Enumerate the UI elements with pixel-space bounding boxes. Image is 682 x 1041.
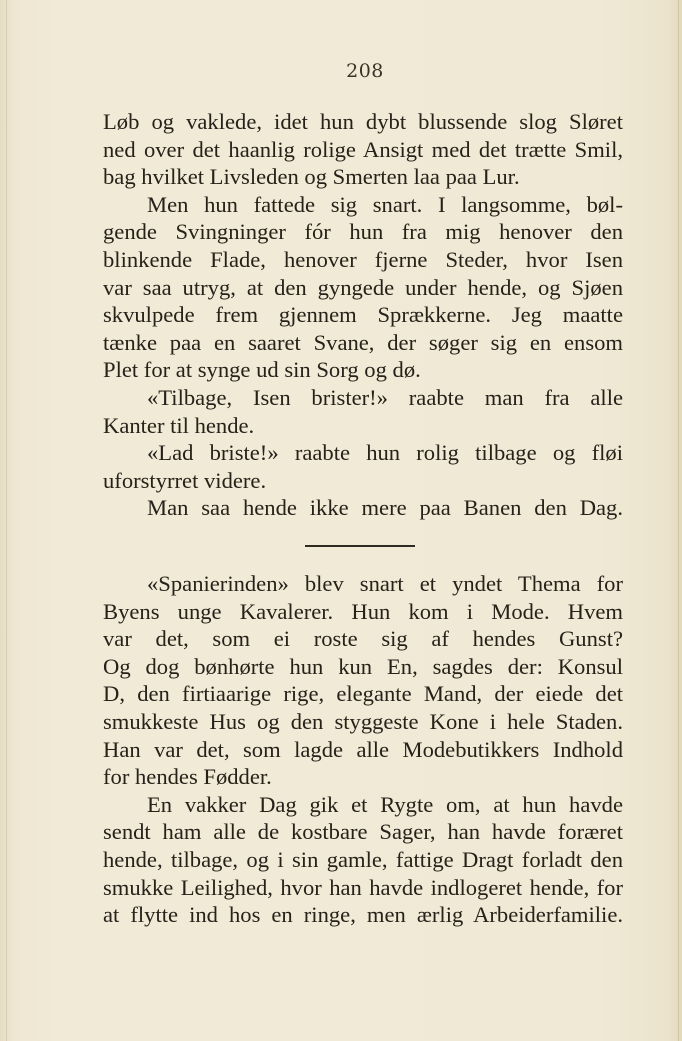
text-line: var det, som ei roste sig af hendes Gunst? [103, 626, 623, 652]
text-line: Og dog bønhørte hun kun En, sagdes der: Konsul [103, 653, 623, 679]
text-line: «Lad briste!» raabte hun rolig tilbage og fløi [147, 440, 623, 466]
text-line: tænke paa en saaret Svane, der søger sig en ensom [103, 329, 623, 355]
text-line: sendt ham alle de kostbare Sager, han havde foræret [103, 819, 623, 845]
text-section-1 [103, 108, 623, 522]
text-line: uforstyrret videre. [103, 467, 267, 493]
text-line: at flytte ind hos en ringe, men ærlig Arbeiderfamilie. [103, 902, 623, 928]
page-right-edge [678, 0, 679, 1041]
text-line: Man saa hende ikke mere paa Banen den Dag. [147, 495, 623, 521]
page-number: 208 [346, 60, 384, 82]
text-section-2 [103, 570, 623, 929]
text-line: blinkende Flade, henover fjerne Steder, hvor Isen [103, 246, 623, 272]
text-line: Men hun fattede sig snart. I langsomme, bøl- [147, 191, 623, 217]
text-line: smukkeste Hus og den styggeste Kone i hele Staden. [103, 708, 623, 734]
text-line: gende Svingninger fór hun fra mig henover den [103, 219, 623, 245]
text-line: «Spanierinden» blev snart et yndet Thema for [147, 571, 623, 596]
page-left-edge [6, 0, 7, 1041]
text-line: for hendes Fødder. [103, 764, 272, 790]
section-separator [305, 545, 415, 547]
text-line: var saa utryg, at den gyngede under hende, og Sjøen [103, 274, 623, 300]
text-line: Kanter til hende. [103, 412, 255, 438]
text-line: smukke Leilighed, hvor han havde indlogeret hende, for [103, 874, 623, 900]
text-line: bag hvilket Livsleden og Smerten laa paa Lur. [103, 164, 520, 190]
text-line: Plet for at synge ud sin Sorg og dø. [103, 357, 421, 383]
text-line: D, den firtiaarige rige, elegante Mand, der eiede det [103, 681, 623, 707]
text-line: skvulpede frem gjennem Sprækkerne. Jeg maatte [103, 302, 623, 328]
text-line: Løb og vaklede, idet hun dybt blussende slog Sløret [103, 109, 623, 134]
text-line: Byens unge Kavalerer. Hun kom i Mode. Hvem [103, 598, 623, 624]
text-line: ned over det haanlig rolige Ansigt med det trætte Smil, [103, 136, 623, 162]
text-line: En vakker Dag gik et Rygte om, at hun havde [147, 791, 623, 817]
text-line: hende, tilbage, og i sin gamle, fattige Dragt forladt den [103, 846, 623, 872]
text-line: «Tilbage, Isen brister!» raabte man fra alle [147, 384, 623, 410]
text-line: Han var det, som lagde alle Modebutikkers Indhold [103, 736, 623, 762]
